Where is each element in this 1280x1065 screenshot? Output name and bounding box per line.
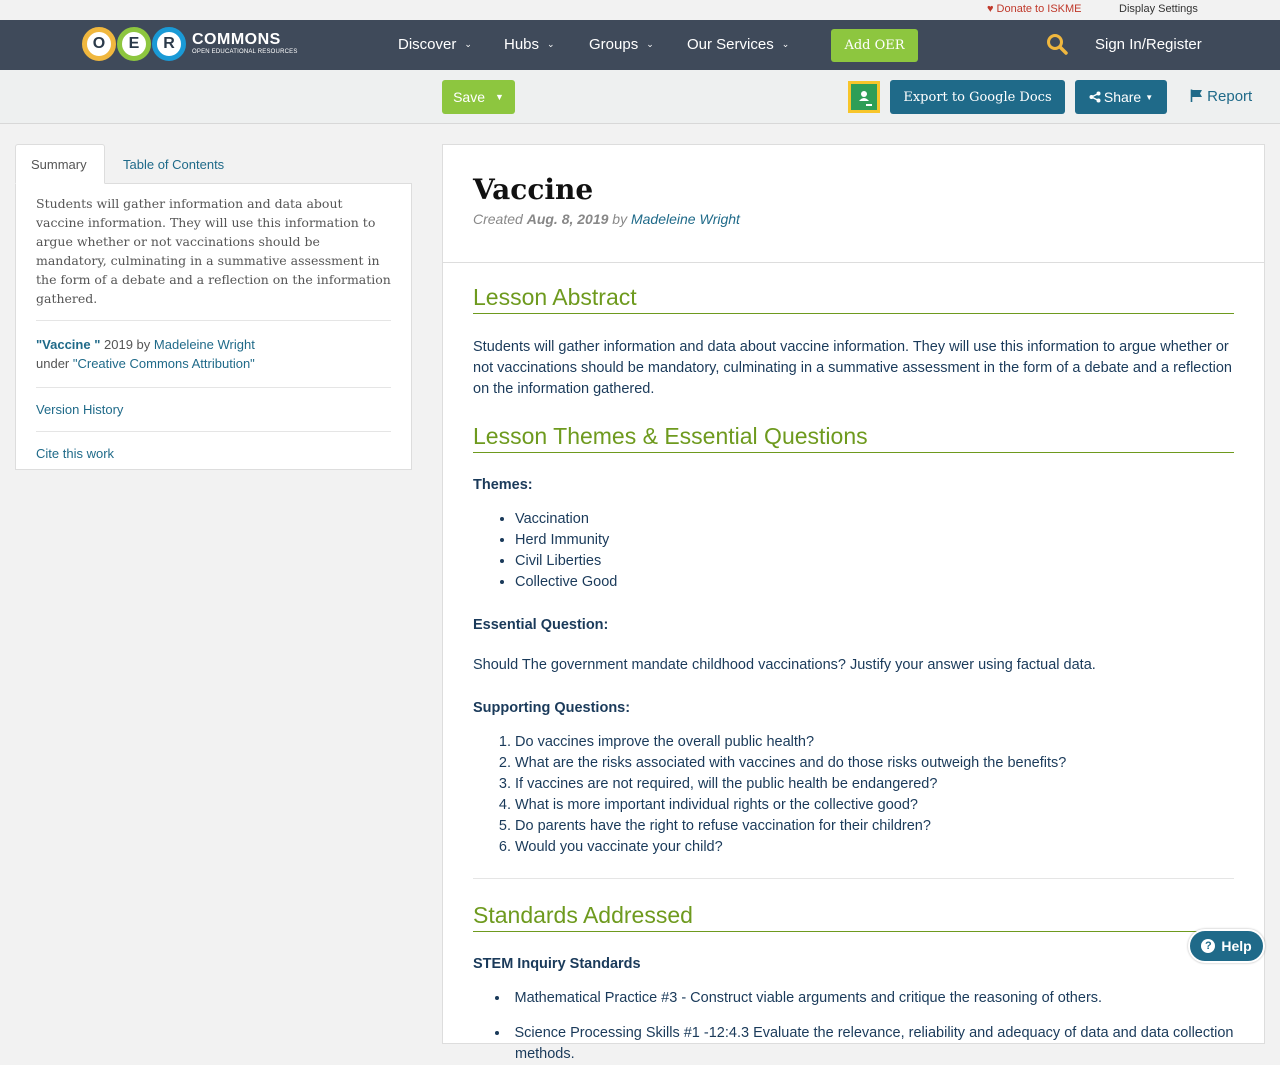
by-label: by (612, 211, 628, 227)
nav-groups-label: Groups (589, 36, 639, 53)
donate-link[interactable] (987, 3, 1082, 15)
list-item: • Science Processing Skills #1 -12:4.3 Evaluate the relevance, reliability and adequacy of data and data collection methods. (495, 1023, 1234, 1065)
standards-list (495, 988, 1234, 1065)
list-item: • Mathematical Practice #3 - Construct viable arguments and critique the reasoning of others. (495, 988, 1234, 1009)
section-heading-standards: Standards Addressed (473, 899, 1234, 932)
nav-discover-label: Discover (398, 36, 457, 53)
sidebar-tabs (15, 144, 412, 184)
supporting-questions-label: Supporting Questions: (473, 700, 631, 716)
help-label: Help (1221, 938, 1252, 954)
export-to-google-docs-button[interactable]: Export to Google Docs (890, 80, 1065, 114)
logo-letter-e: E (117, 27, 151, 61)
list-item: 1. Do vaccines improve the overall public health? (515, 732, 1234, 753)
section-heading-abstract: Lesson Abstract (473, 281, 1234, 314)
attribution-title-link[interactable]: "Vaccine " (36, 337, 101, 352)
list-item: 3. If vaccines are not required, will the public health be endangered? (515, 774, 1234, 795)
created-label: Created (473, 211, 523, 227)
list-item: • Herd Immunity (515, 530, 1234, 551)
utility-bar (0, 0, 1280, 20)
themes-list (515, 509, 1234, 593)
section-heading-themes: Lesson Themes & Essential Questions (473, 420, 1234, 453)
resource-body (443, 263, 1264, 1065)
sidebar-summary-text: Students will gather information and data about vaccine information. They will use this information to argue whether or not vaccinations should be mandatory, culminating in a summative assessment in the form of a debate and a reflection on the information gathered. (36, 194, 391, 321)
caret-down-icon: ▼ (1145, 92, 1154, 102)
attribution-year: 2019 (104, 337, 133, 352)
question-icon: ? (1201, 939, 1215, 953)
license-link[interactable]: "Creative Commons Attribution" (72, 356, 255, 371)
caret-down-icon: ▼ (495, 92, 504, 102)
logo-tagline: OPEN EDUCATIONAL RESOURCES (192, 49, 298, 55)
attribution-under: under (36, 356, 70, 371)
logo-letter-r: R (152, 27, 186, 61)
report-label: Report (1207, 88, 1253, 105)
save-button[interactable] (442, 80, 515, 114)
logo-wordmark-text: COMMONS (192, 31, 281, 48)
attribution-by: by (136, 337, 151, 352)
search-icon[interactable] (1046, 33, 1068, 55)
chevron-down-icon: ⌄ (781, 39, 790, 49)
supporting-questions-list (515, 732, 1234, 858)
page-title: Vaccine (473, 173, 594, 206)
share-button[interactable] (1075, 80, 1167, 114)
nav-hubs[interactable] (504, 36, 555, 53)
resource-action-bar (0, 70, 1280, 124)
themes-label: Themes: (473, 477, 533, 493)
sidebar-summary-panel (15, 183, 412, 470)
sidebar-attribution (36, 321, 391, 388)
resource-header (443, 145, 1264, 263)
flag-icon (1190, 89, 1203, 102)
nav-our-services[interactable] (687, 36, 789, 53)
list-item: 5. Do parents have the right to refuse vaccination for their children? (515, 816, 1234, 837)
chevron-down-icon: ⌄ (464, 39, 472, 49)
list-item: • Collective Good (515, 572, 1234, 593)
save-label: Save (453, 89, 485, 105)
help-button[interactable] (1188, 929, 1265, 963)
list-item: 4. What is more important individual rights or the collective good? (515, 795, 1234, 816)
version-history-link[interactable]: Version History (36, 402, 124, 417)
list-item: 2. What are the risks associated with vaccines and do those risks outweigh the benefits? (515, 753, 1234, 774)
google-classroom-icon[interactable] (848, 81, 880, 113)
display-settings-link[interactable]: Display Settings (1119, 3, 1198, 15)
tab-table-of-contents[interactable]: Table of Contents (123, 156, 225, 172)
list-item: 6. Would you vaccinate your child? (515, 837, 1234, 858)
cite-this-work-link[interactable]: Cite this work (36, 446, 115, 461)
share-icon (1089, 91, 1101, 103)
chevron-down-icon: ⌄ (547, 39, 555, 49)
nav-groups[interactable] (589, 36, 654, 53)
section-divider (473, 878, 1234, 879)
created-date: Aug. 8, 2019 (526, 211, 609, 227)
donate-label: Donate to ISKME (996, 3, 1082, 15)
main-navbar (0, 20, 1280, 70)
oer-commons-logo[interactable] (82, 26, 298, 62)
logo-letter-o: O (82, 27, 116, 61)
nav-hubs-label: Hubs (504, 36, 540, 53)
stem-standards-label: STEM Inquiry Standards (473, 956, 641, 972)
abstract-text: Students will gather information and data about vaccine information. They will use this information to argue whether or not vaccinations should be mandatory, culminating in a summative assessment in the form of a debate and a reflection on the information gathered. (473, 339, 1232, 397)
nav-our-services-label: Our Services (687, 36, 774, 53)
essential-question-text: Should The government mandate childhood vaccinations? Justify your answer using factual data. (473, 657, 1096, 673)
sign-in-register-link[interactable]: Sign In/Register (1095, 36, 1202, 53)
nav-discover[interactable] (398, 36, 472, 53)
heart-icon: ♥ (987, 3, 994, 15)
chevron-down-icon: ⌄ (646, 39, 654, 49)
version-history-row (36, 388, 391, 432)
author-link[interactable]: Madeleine Wright (630, 211, 740, 227)
list-item: • Civil Liberties (515, 551, 1234, 572)
resource-main-content (442, 144, 1265, 1062)
list-item: • Vaccination (515, 509, 1234, 530)
share-label: Share (1103, 89, 1142, 105)
cite-row (36, 432, 391, 475)
report-button[interactable] (1190, 88, 1252, 105)
add-oer-button[interactable]: Add OER (831, 29, 918, 62)
resource-meta (473, 211, 1234, 227)
logo-wordmark (192, 32, 298, 56)
tab-summary[interactable]: Summary (15, 144, 105, 184)
essential-question-label: Essential Question: (473, 617, 609, 633)
attribution-author-link[interactable]: Madeleine Wright (153, 337, 255, 352)
